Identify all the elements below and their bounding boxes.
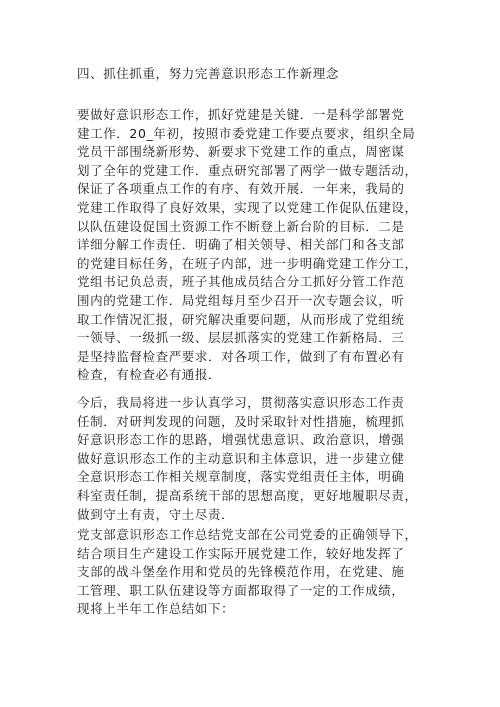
paragraph-line: 支部的战斗堡垒作用和党员的先锋模范作用，在党建、施 — [77, 564, 405, 580]
paragraph-line: 今后，我局将进一步认真学习，贯彻落实意识形态工作责 — [77, 395, 405, 410]
paragraph-line: 详细分解工作责任．明确了相关领导、相关部门和各支部 — [77, 237, 405, 253]
paragraph-party-building — [77, 106, 437, 385]
paragraph-line: 党组书记负总责，班子其他成员结合分工抓好分管工作范 — [77, 274, 405, 290]
paragraph-line: 全意识形态工作相关规章制度，落实党组责任主体，明确 — [77, 469, 405, 485]
paragraph-line: 结合项目生产建设工作实际开展党建工作，较好地发挥了 — [77, 545, 405, 561]
paragraph-line: 要做好意识形态工作，抓好党建是关键．一是科学部署党 — [77, 107, 405, 122]
paragraph-line: 取工作情况汇报，研究解决重要问题，从而形成了党组统 — [77, 311, 405, 327]
paragraph-line: 的党建目标任务，在班子内部，进一步明确党建工作分工， — [77, 255, 418, 271]
paragraph-line: 检查，有检查必有通报． — [77, 367, 222, 383]
paragraph-line: 工管理、职工队伍建设等方面都取得了一定的工作成绩， — [77, 582, 405, 598]
paragraph-line: 围内的党建工作．局党组每月至少召开一次专题会议，听 — [77, 292, 405, 308]
paragraph-line: 好意识形态工作的思路，增强忧患意识、政治意识，增强 — [77, 432, 405, 448]
paragraph-line: 党支部意识形态工作总结党支部在公司党委的正确领导下， — [77, 527, 418, 542]
paragraph-future-work — [77, 394, 437, 524]
paragraph-branch-summary — [77, 526, 437, 619]
paragraph-line: 以队伍建设促国土资源工作不断登上新台阶的目标．二是 — [77, 218, 405, 234]
paragraph-line: 一领导、一级抓一级、层层抓落实的党建工作新格局．三 — [77, 330, 405, 346]
paragraph-line: 建工作．20_年初，按照市委党建工作要点要求，组织全局 — [77, 125, 416, 141]
paragraph-line: 做到守土有责，守土尽责． — [77, 506, 235, 522]
section-heading: 四、抓住抓重，努力完善意识形态工作新理念 — [77, 66, 340, 81]
paragraph-line: 划了全年的党建工作．重点研究部署了两学一做专题活动， — [77, 162, 418, 178]
paragraph-line: 是坚持监督检查严要求．对各项工作，做到了有布置必有 — [77, 348, 405, 364]
paragraph-line: 保证了各项重点工作的有序、有效开展．一年来，我局的 — [77, 181, 405, 197]
paragraph-line: 做好意识形态工作的主动意识和主体意识，进一步建立健 — [77, 450, 405, 466]
paragraph-line: 科室责任制，提高系统干部的思想高度，更好地履职尽责， — [77, 487, 418, 503]
paragraph-line: 任制．对研判发现的问题，及时采取针对性措施，梳理抓 — [77, 413, 405, 429]
paragraph-line: 现将上半年工作总结如下： — [77, 601, 235, 617]
paragraph-line: 党员干部围绕新形势、新要求下党建工作的重点，周密谋 — [77, 144, 405, 160]
paragraph-line: 党建工作取得了良好效果，实现了以党建工作促队伍建设， — [77, 199, 418, 215]
